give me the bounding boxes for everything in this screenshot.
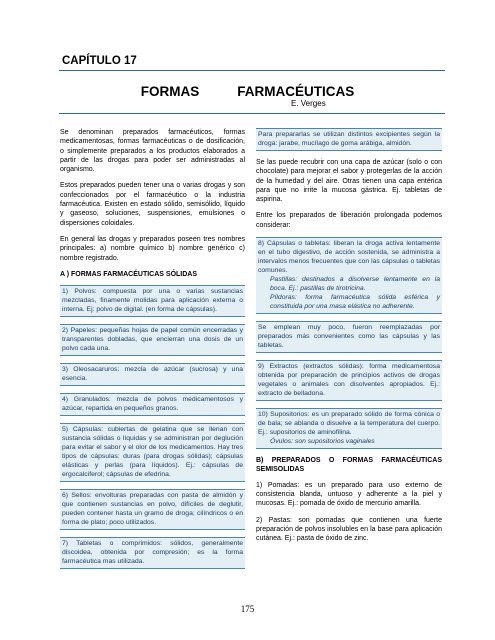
right-column bbox=[256, 128, 442, 550]
paragraph: Se las puede recubrir con una capa de azúcar (solo o con chocolate) para mejorar el sabor y protegerlas de la acción de la humedad y del aire. Otras tienen una capa entérica para que no irrite la mucosa gástrica. Ej. tabletas de aspirina. bbox=[256, 159, 442, 204]
box-text: 8) Cápsulas o tabletas: liberan la droga activa lentamente en el tubo digestivo, de acción sostenida, se administra a intervalos menos frecuentes que con las cápsulas o tabletas comunes. bbox=[258, 240, 440, 275]
left-column bbox=[60, 128, 245, 576]
paragraph: 2) Pastas: son pomadas que contienen una fuerte preparación de polvos insolubles en la base para aplicación cutánea. Ej.: pasta de óxido de zinc. bbox=[256, 516, 442, 543]
chapter-label: CAPÍTULO 17 bbox=[62, 55, 137, 67]
info-box-extractos: 9) Extractos (extractos sólidas): forma medicamentosa obtenida por preparación de principios activos de drogas vegetales o animales con disolventes apropiados. Ej.: extracto de belladona. bbox=[256, 360, 442, 401]
author-divider bbox=[59, 98, 445, 114]
paragraph: Estos preparados pueden tener una o varias drogas y son confeccionados por el farmacéutico o la industria farmacéutica. Existen en estado sólido, semisólido, líquido y gaseoso, soluciones, suspensiones, emulsiones o dispersiones coloidales. bbox=[60, 182, 245, 227]
title-word-formas: FORMAS bbox=[140, 84, 200, 99]
box-text: 10) Supositorios: es un preparado sólido de forma cónica o de bala; se ablanda o disuelve a la temperatura del cuerpo. Ej.: supositorios de aminofilina. bbox=[258, 411, 440, 437]
section-heading-semisolidas: B) PREPARADOS O FORMAS FARMACÉUTICAS SEMISOLIDAS bbox=[256, 457, 442, 474]
info-box-granulados: 4) Granulados: mezcla de polvos medicamentosos y azúcar, repartida en pequeños granos. bbox=[60, 393, 245, 416]
page-title bbox=[0, 84, 495, 99]
box-text-pildoras: Píldoras: forma farmacéutica sólida esférica y constituida por una masa elástica no adherente. bbox=[270, 294, 440, 311]
info-box-poco-uso: Se emplean muy poco, fueron reemplazadas por preparados más convenientes como las cápsulas y las tabletas. bbox=[256, 321, 442, 353]
section-heading-solidas: A ) FORMAS FARMACÉUTICAS SÓLIDAS bbox=[60, 270, 198, 278]
info-box-excipientes: Para prepararlas se utilizan distintos excipientes según la droga: jarabe, mucílago de goma arábiga, almidón. bbox=[256, 128, 442, 151]
page-number: 175 bbox=[240, 604, 255, 614]
box-text-ovulos: Óvulos: son supositorios vaginales bbox=[270, 438, 375, 446]
paragraph: En general las drogas y preparados poseen tres nombres principales: a) nombre químico b) nombre genérico c) nombre registrado. bbox=[60, 235, 245, 262]
info-box-oleosacaruros: 3) Oleosacaruros: mezcla de azúcar (sucrosa) y una esencia. bbox=[60, 363, 245, 386]
paragraph: Entre los preparados de liberación prolongada podemos considerar: bbox=[256, 212, 442, 229]
paragraph: Se denominan preparados farmacéuticos, formas medicamentosas, formas farmacéuticas o de dosificación, o simplemente preparados a los productos elaborados a partir de las drogas para poder ser administradas al organismo. bbox=[60, 129, 245, 174]
paragraph: 1) Pomadas: es un preparado para uso externo de consistencia blanda, untuoso y adherente a la piel y mucosas. Ej.: pomada de óxido de mercurio amarilla. bbox=[256, 481, 442, 508]
info-box-papeles: 2) Papeles: pequeñas hojas de papel común encerradas y transparentes dobladas, que encierran una dosis de un polvo cada una. bbox=[60, 324, 245, 356]
author-name: E. Verges bbox=[291, 99, 326, 108]
info-box-tabletas: 7) Tabletas o comprimidos: sólidos, generalmente discoidea, obtenida por compresión; es la forma farmacéutica mas utilizada. bbox=[60, 537, 245, 569]
info-box-liberacion-prolongada bbox=[256, 237, 442, 314]
title-word-farmaceuticas: FARMACÉUTICAS bbox=[237, 84, 355, 99]
info-box-capsulas: 5) Cápsulas: cubiertas de gelatina que se llenan con sustancia sólidas o líquidas y se administran por deglución para evitar el sabor y el olor de los medicamentos. Hay tres tipos de cápsulas: duras (para drogas sólidas); cápsulas elásticas y perlas (para líquidos). Ej.: cápsulas de ergocalciferol; cápsulas de efedrina. bbox=[60, 423, 245, 482]
info-box-polvos: 1) Polvos: compuesta por una o varias sustancias mezcladas, finamente molidas para aplicación externa o interna. Ej: polvo de digital. (en forma de cápsulas). bbox=[60, 285, 245, 317]
box-text-pastillas: Pastillas: destinados a disolverse lentamente en la boca. Ej.: pastillas de tirotricina. bbox=[270, 276, 440, 293]
top-divider bbox=[59, 70, 445, 71]
info-box-sellos: 6) Sellos: envolturas preparadas con pasta de almidón y que contienen sustancias en polvo, difíciles de deglutir, pueden contener hasta un gramo de droga; cilíndricos o en forma de plato; poco utilizados. bbox=[60, 489, 245, 530]
info-box-supositorios bbox=[256, 408, 442, 449]
